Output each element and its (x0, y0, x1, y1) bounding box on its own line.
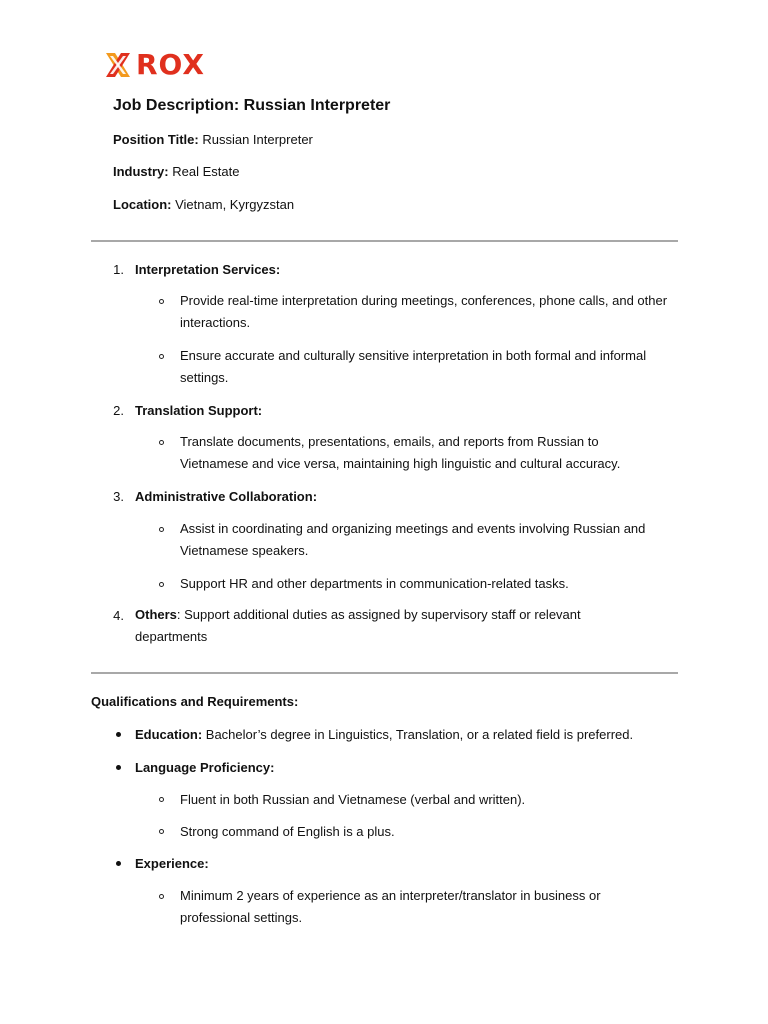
list-item: Assist in coordinating and organizing meetings and events involving Russian and Vietnamese speakers. (180, 521, 646, 558)
field-label: Industry: (113, 164, 169, 179)
field-value: Real Estate (168, 164, 240, 179)
list-item: Fluent in both Russian and Vietnamese (verbal and written). (180, 792, 526, 807)
list-heading: Translation Support: (135, 403, 263, 418)
field-label: Location: (113, 197, 172, 212)
field-position-title (113, 131, 313, 148)
list-heading: Experience: (135, 856, 209, 871)
circle-bullet-icon (159, 829, 164, 834)
field-location (113, 196, 294, 213)
qualification-education (135, 726, 633, 743)
list-item: Strong command of English is a plus. (180, 824, 395, 839)
field-industry (113, 163, 239, 180)
circle-bullet-icon (159, 299, 164, 304)
list-number: 4. (113, 608, 124, 623)
company-logo (103, 50, 205, 80)
bullet-icon (116, 732, 121, 737)
list-item: Provide real-time interpretation during meetings, conferences, phone calls, and other interactions. (180, 293, 668, 330)
circle-bullet-icon (159, 527, 164, 532)
field-label: Position Title: (113, 132, 199, 147)
list-item: Support HR and other departments in communication-related tasks. (180, 576, 569, 591)
list-text: Bachelor’s degree in Linguistics, Translation, or a related field is preferred. (202, 727, 634, 742)
list-heading: Others (135, 607, 177, 622)
bullet-icon (116, 861, 121, 866)
list-heading: Language Proficiency: (135, 760, 275, 775)
field-value: Russian Interpreter (198, 132, 313, 147)
list-text: : Support additional duties as assigned by supervisory staff or relevant departments (135, 607, 581, 644)
list-number: 1. (113, 262, 124, 277)
section-divider (91, 672, 678, 674)
circle-bullet-icon (159, 440, 164, 445)
circle-bullet-icon (159, 582, 164, 587)
section-divider (91, 240, 678, 242)
circle-bullet-icon (159, 354, 164, 359)
section-heading: Qualifications and Requirements: (91, 694, 299, 709)
list-heading: Education: (135, 727, 203, 742)
circle-bullet-icon (159, 894, 164, 899)
list-item: Minimum 2 years of experience as an interpreter/translator in business or professional settings. (180, 888, 601, 925)
field-value: Vietnam, Kyrgyzstan (171, 197, 295, 212)
list-heading: Administrative Collaboration: (135, 489, 318, 504)
list-number: 2. (113, 403, 124, 418)
list-number: 3. (113, 489, 124, 504)
list-heading: Interpretation Services: (135, 262, 281, 277)
list-item-others (135, 604, 625, 648)
document-title: Job Description: Russian Interpreter (113, 97, 391, 114)
logo-wordmark: ROX (136, 48, 205, 81)
bullet-icon (116, 765, 121, 770)
x-logo-icon (103, 50, 133, 80)
list-item: Ensure accurate and culturally sensitive interpretation in both formal and informal settings. (180, 348, 647, 385)
circle-bullet-icon (159, 797, 164, 802)
list-item: Translate documents, presentations, emails, and reports from Russian to Vietnamese and vice versa, maintaining high linguistic and cultural accuracy. (180, 434, 621, 471)
